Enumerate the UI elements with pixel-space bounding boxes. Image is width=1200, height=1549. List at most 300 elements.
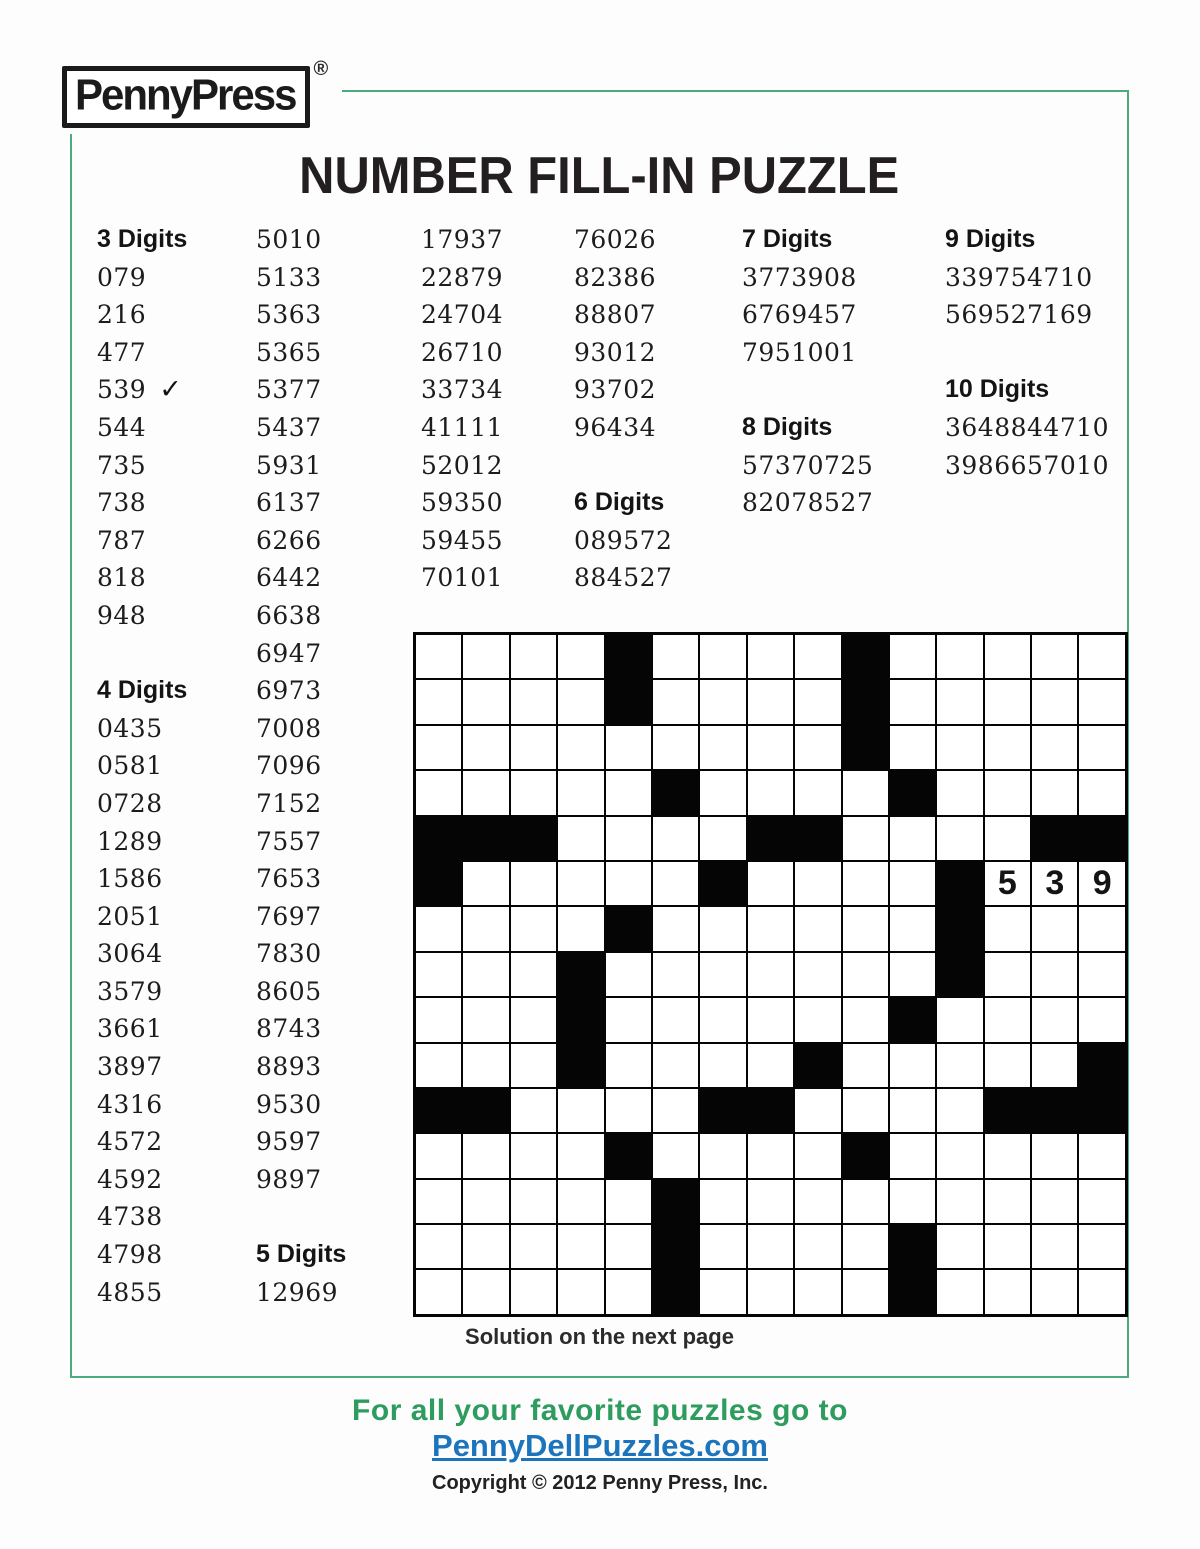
empty-cell[interactable] (511, 771, 556, 814)
empty-cell[interactable] (890, 680, 935, 723)
empty-cell[interactable] (511, 1270, 556, 1313)
empty-cell[interactable] (843, 1270, 888, 1313)
empty-cell[interactable] (890, 953, 935, 996)
empty-cell[interactable] (1032, 1225, 1077, 1268)
prefilled-cell[interactable]: 9 (1079, 862, 1124, 905)
word-entry: 5365 (256, 337, 322, 367)
empty-cell[interactable] (416, 1225, 461, 1268)
empty-cell[interactable] (700, 1134, 745, 1177)
empty-cell[interactable] (558, 726, 603, 769)
black-cell (1079, 1089, 1124, 1132)
word-entry: 33734 (421, 375, 504, 405)
registered-trademark-mark: ® (313, 58, 329, 80)
word-entry: 96434 (574, 412, 657, 442)
word-list-spacer (945, 335, 1109, 373)
word-entry: 9897 (256, 1164, 322, 1194)
word-entry: 544 (97, 412, 147, 442)
prefilled-cell[interactable]: 3 (1032, 862, 1077, 905)
logo-box (62, 66, 310, 128)
empty-cell[interactable] (463, 1225, 508, 1268)
empty-cell[interactable] (463, 680, 508, 723)
empty-cell[interactable] (653, 817, 698, 860)
empty-cell[interactable] (1032, 1044, 1077, 1087)
word-list-column-3 (421, 222, 503, 598)
empty-cell[interactable] (606, 953, 651, 996)
empty-cell[interactable] (416, 680, 461, 723)
empty-cell[interactable] (843, 1180, 888, 1223)
black-cell (606, 907, 651, 950)
word-entry: 4738 (97, 1202, 163, 1232)
empty-cell[interactable] (700, 907, 745, 950)
empty-cell[interactable] (843, 817, 888, 860)
black-cell (606, 1134, 651, 1177)
empty-cell[interactable] (890, 726, 935, 769)
empty-cell[interactable] (653, 1044, 698, 1087)
word-entry: 6137 (256, 488, 322, 518)
word-list-spacer (97, 636, 187, 674)
empty-cell[interactable] (937, 817, 982, 860)
empty-cell[interactable] (653, 998, 698, 1041)
empty-cell[interactable] (1079, 1180, 1124, 1223)
empty-cell[interactable] (1032, 1134, 1077, 1177)
empty-cell[interactable] (748, 862, 793, 905)
black-cell (1032, 1089, 1077, 1132)
empty-cell[interactable] (937, 1134, 982, 1177)
empty-cell[interactable] (606, 1044, 651, 1087)
empty-cell[interactable] (700, 1270, 745, 1313)
word-entry: 7557 (256, 826, 322, 856)
word-entry: 6638 (256, 600, 322, 630)
empty-cell[interactable] (1032, 1270, 1077, 1313)
black-cell (795, 1044, 840, 1087)
word-list-column-6 (945, 222, 1109, 485)
empty-cell[interactable] (890, 817, 935, 860)
empty-cell[interactable] (700, 635, 745, 678)
black-cell (843, 726, 888, 769)
empty-cell[interactable] (1032, 998, 1077, 1041)
empty-cell[interactable] (606, 998, 651, 1041)
empty-cell[interactable] (416, 953, 461, 996)
empty-cell[interactable] (795, 726, 840, 769)
black-cell (653, 1225, 698, 1268)
empty-cell[interactable] (843, 1225, 888, 1268)
empty-cell[interactable] (558, 907, 603, 950)
black-cell (1079, 817, 1124, 860)
empty-cell[interactable] (1032, 726, 1077, 769)
digit-group-header: 7 Digits (742, 225, 833, 253)
black-cell (748, 1089, 793, 1132)
digit-group-header: 6 Digits (574, 488, 665, 517)
empty-cell[interactable] (511, 1044, 556, 1087)
word-entry: 24704 (421, 300, 504, 330)
empty-cell[interactable] (511, 1225, 556, 1268)
empty-cell[interactable] (463, 635, 508, 678)
empty-cell[interactable] (1079, 635, 1124, 678)
word-entry: 57370725 (742, 450, 874, 480)
empty-cell[interactable] (1032, 771, 1077, 814)
empty-cell[interactable] (937, 1180, 982, 1223)
empty-cell[interactable] (511, 907, 556, 950)
empty-cell[interactable] (463, 953, 508, 996)
empty-cell[interactable] (416, 771, 461, 814)
empty-cell[interactable] (1079, 998, 1124, 1041)
empty-cell[interactable] (558, 1225, 603, 1268)
empty-cell[interactable] (937, 635, 982, 678)
empty-cell[interactable] (890, 1044, 935, 1087)
black-cell (890, 771, 935, 814)
empty-cell[interactable] (463, 771, 508, 814)
empty-cell[interactable] (558, 817, 603, 860)
empty-cell[interactable] (937, 1089, 982, 1132)
empty-cell[interactable] (985, 635, 1030, 678)
empty-cell[interactable] (748, 680, 793, 723)
word-entry: 2051 (97, 901, 163, 931)
black-cell (606, 635, 651, 678)
empty-cell[interactable] (700, 998, 745, 1041)
empty-cell[interactable] (463, 1270, 508, 1313)
black-cell (937, 907, 982, 950)
black-cell (558, 1044, 603, 1087)
word-entry: 6442 (256, 563, 322, 593)
word-entry: 82078527 (742, 488, 874, 518)
empty-cell[interactable] (890, 1134, 935, 1177)
empty-cell[interactable] (653, 862, 698, 905)
empty-cell[interactable] (606, 1089, 651, 1132)
empty-cell[interactable] (653, 907, 698, 950)
empty-cell[interactable] (748, 953, 793, 996)
word-entry: 3648844710 (945, 412, 1110, 442)
empty-cell[interactable] (463, 907, 508, 950)
empty-cell[interactable] (748, 635, 793, 678)
empty-cell[interactable] (795, 1089, 840, 1132)
empty-cell[interactable] (843, 1044, 888, 1087)
page-title-text: NUMBER FILL-IN PUZZLE (299, 147, 900, 205)
empty-cell[interactable] (937, 998, 982, 1041)
word-entry: 8743 (256, 1014, 322, 1044)
promo-text: For all your favorite puzzles go to (352, 1394, 848, 1427)
empty-cell[interactable] (700, 726, 745, 769)
black-cell (843, 635, 888, 678)
word-entry: 70101 (421, 563, 504, 593)
word-entry: 884527 (574, 563, 673, 593)
empty-cell[interactable] (843, 998, 888, 1041)
empty-cell[interactable] (937, 726, 982, 769)
empty-cell[interactable] (700, 680, 745, 723)
black-cell (795, 817, 840, 860)
empty-cell[interactable] (985, 953, 1030, 996)
word-entry: 3579 (97, 976, 163, 1006)
black-cell (700, 862, 745, 905)
empty-cell[interactable] (1079, 1270, 1124, 1313)
black-cell (700, 1089, 745, 1132)
empty-cell[interactable] (558, 862, 603, 905)
page-title (70, 146, 1129, 206)
empty-cell[interactable] (463, 998, 508, 1041)
empty-cell[interactable] (511, 1134, 556, 1177)
empty-cell[interactable] (653, 680, 698, 723)
empty-cell[interactable] (463, 862, 508, 905)
word-entry: 17937 (421, 225, 504, 254)
empty-cell[interactable] (748, 1180, 793, 1223)
empty-cell[interactable] (795, 1225, 840, 1268)
empty-cell[interactable] (843, 862, 888, 905)
empty-cell[interactable] (1079, 680, 1124, 723)
empty-cell[interactable] (558, 771, 603, 814)
empty-cell[interactable] (606, 1180, 651, 1223)
empty-cell[interactable] (700, 953, 745, 996)
word-entry: 82386 (574, 262, 657, 292)
empty-cell[interactable] (985, 1270, 1030, 1313)
word-entry: 5437 (256, 412, 322, 442)
empty-cell[interactable] (700, 1044, 745, 1087)
empty-cell[interactable] (511, 680, 556, 723)
empty-cell[interactable] (511, 726, 556, 769)
empty-cell[interactable] (606, 726, 651, 769)
word-entry: 1586 (97, 864, 163, 894)
word-entry: 1289 (97, 826, 163, 856)
black-cell (416, 1089, 461, 1132)
empty-cell[interactable] (795, 1270, 840, 1313)
digit-group-header: 8 Digits (742, 412, 833, 441)
word-entry: 52012 (421, 450, 504, 480)
empty-cell[interactable] (890, 862, 935, 905)
word-entry: 8893 (256, 1052, 322, 1082)
black-cell (843, 680, 888, 723)
check-mark-icon: ✓ (159, 374, 183, 406)
word-entry: 5377 (256, 375, 322, 405)
black-cell (1032, 817, 1077, 860)
digit-group-header: 10 Digits (945, 375, 1050, 404)
black-cell (937, 953, 982, 996)
empty-cell[interactable] (463, 1134, 508, 1177)
empty-cell[interactable] (795, 862, 840, 905)
empty-cell[interactable] (511, 998, 556, 1041)
empty-cell[interactable] (795, 907, 840, 950)
black-cell (558, 953, 603, 996)
word-list-spacer (256, 1199, 346, 1237)
empty-cell[interactable] (843, 771, 888, 814)
word-list-column-2 (256, 222, 346, 1312)
word-entry: 0581 (97, 751, 163, 781)
empty-cell[interactable] (511, 862, 556, 905)
copyright-text: Copyright © 2012 Penny Press, Inc. (432, 1472, 768, 1494)
empty-cell[interactable] (1032, 680, 1077, 723)
word-entry: 818 (97, 563, 147, 593)
logo-text: PennyPress (75, 70, 296, 119)
empty-cell[interactable] (416, 907, 461, 950)
empty-cell[interactable] (985, 907, 1030, 950)
empty-cell[interactable] (890, 635, 935, 678)
word-entry: 3897 (97, 1052, 163, 1082)
empty-cell[interactable] (558, 1089, 603, 1132)
empty-cell[interactable] (606, 771, 651, 814)
empty-cell[interactable] (890, 1089, 935, 1132)
empty-cell[interactable] (558, 680, 603, 723)
word-entry: 41111 (421, 412, 504, 442)
empty-cell[interactable] (653, 726, 698, 769)
empty-cell[interactable] (700, 817, 745, 860)
word-entry: 8605 (256, 976, 322, 1006)
digit-group-header: 5 Digits (256, 1240, 347, 1269)
empty-cell[interactable] (463, 726, 508, 769)
empty-cell[interactable] (985, 1180, 1030, 1223)
empty-cell[interactable] (511, 635, 556, 678)
word-entry: 539 ✓ (97, 374, 183, 406)
word-list-column-5 (742, 222, 873, 523)
word-entry: 7697 (256, 901, 322, 931)
empty-cell[interactable] (1032, 635, 1077, 678)
black-cell (843, 1134, 888, 1177)
empty-cell[interactable] (511, 953, 556, 996)
empty-cell[interactable] (843, 1089, 888, 1132)
black-cell (558, 998, 603, 1041)
word-entry: 4572 (97, 1127, 163, 1157)
empty-cell[interactable] (606, 862, 651, 905)
empty-cell[interactable] (748, 998, 793, 1041)
word-entry: 6769457 (742, 300, 857, 330)
empty-cell[interactable] (1032, 907, 1077, 950)
empty-cell[interactable] (1079, 953, 1124, 996)
empty-cell[interactable] (1079, 726, 1124, 769)
empty-cell[interactable] (558, 635, 603, 678)
empty-cell[interactable] (937, 1270, 982, 1313)
empty-cell[interactable] (985, 1044, 1030, 1087)
empty-cell[interactable] (416, 1270, 461, 1313)
empty-cell[interactable] (748, 1134, 793, 1177)
black-cell (606, 680, 651, 723)
pennydellpuzzles-link[interactable]: PennyDellPuzzles.com (432, 1428, 768, 1463)
word-entry: 787 (97, 525, 147, 555)
black-cell (890, 998, 935, 1041)
empty-cell[interactable] (463, 1044, 508, 1087)
empty-cell[interactable] (843, 953, 888, 996)
empty-cell[interactable] (416, 1044, 461, 1087)
word-entry: 59350 (421, 488, 504, 518)
empty-cell[interactable] (985, 680, 1030, 723)
word-entry: 5931 (256, 450, 322, 480)
word-entry: 26710 (421, 337, 504, 367)
empty-cell[interactable] (748, 1225, 793, 1268)
empty-cell[interactable] (416, 1180, 461, 1223)
empty-cell[interactable] (558, 1134, 603, 1177)
prefilled-cell[interactable]: 5 (985, 862, 1030, 905)
word-entry: 339754710 (945, 262, 1093, 292)
empty-cell[interactable] (653, 635, 698, 678)
empty-cell[interactable] (1079, 771, 1124, 814)
word-entry: 0435 (97, 713, 163, 743)
empty-cell[interactable] (985, 817, 1030, 860)
word-entry: 735 (97, 450, 147, 480)
word-list-column-1 (97, 222, 187, 1312)
empty-cell[interactable] (1079, 907, 1124, 950)
empty-cell[interactable] (795, 680, 840, 723)
word-entry: 7096 (256, 751, 322, 781)
word-entry: 93012 (574, 337, 657, 367)
empty-cell[interactable] (416, 998, 461, 1041)
empty-cell[interactable] (890, 1180, 935, 1223)
empty-cell[interactable] (606, 817, 651, 860)
empty-cell[interactable] (748, 907, 793, 950)
empty-cell[interactable] (985, 771, 1030, 814)
empty-cell[interactable] (558, 1270, 603, 1313)
digit-group-header: 9 Digits (945, 225, 1036, 253)
word-entry: 22879 (421, 262, 504, 292)
empty-cell[interactable] (463, 1180, 508, 1223)
black-cell (748, 817, 793, 860)
empty-cell[interactable] (1079, 1225, 1124, 1268)
word-entry: 7008 (256, 713, 322, 743)
word-entry: 079 (97, 262, 147, 292)
empty-cell[interactable] (937, 771, 982, 814)
empty-cell[interactable] (748, 726, 793, 769)
empty-cell[interactable] (985, 1134, 1030, 1177)
digit-group-header: 4 Digits (97, 676, 188, 705)
empty-cell[interactable] (843, 907, 888, 950)
empty-cell[interactable] (795, 1180, 840, 1223)
empty-cell[interactable] (700, 1225, 745, 1268)
empty-cell[interactable] (416, 726, 461, 769)
empty-cell[interactable] (1032, 1180, 1077, 1223)
empty-cell[interactable] (1032, 953, 1077, 996)
empty-cell[interactable] (985, 998, 1030, 1041)
empty-cell[interactable] (416, 1134, 461, 1177)
empty-cell[interactable] (700, 771, 745, 814)
empty-cell[interactable] (748, 1270, 793, 1313)
digit-group-header: 3 Digits (97, 225, 188, 253)
empty-cell[interactable] (890, 907, 935, 950)
word-entry: 9530 (256, 1089, 322, 1119)
black-cell (1079, 1044, 1124, 1087)
empty-cell[interactable] (795, 1134, 840, 1177)
empty-cell[interactable] (937, 680, 982, 723)
empty-cell[interactable] (795, 998, 840, 1041)
word-list-spacer (742, 372, 873, 410)
empty-cell[interactable] (511, 1180, 556, 1223)
word-entry: 4798 (97, 1240, 163, 1270)
black-cell (511, 817, 556, 860)
empty-cell[interactable] (606, 1270, 651, 1313)
empty-cell[interactable] (795, 635, 840, 678)
word-entry: 7951001 (742, 337, 857, 367)
empty-cell[interactable] (416, 635, 461, 678)
black-cell (416, 862, 461, 905)
empty-cell[interactable] (937, 1225, 982, 1268)
word-entry: 6973 (256, 676, 322, 706)
empty-cell[interactable] (795, 771, 840, 814)
empty-cell[interactable] (511, 1089, 556, 1132)
word-entry: 738 (97, 488, 147, 518)
empty-cell[interactable] (1079, 1134, 1124, 1177)
word-entry: 477 (97, 337, 147, 367)
empty-cell[interactable] (653, 1089, 698, 1132)
empty-cell[interactable] (606, 1225, 651, 1268)
word-entry: 6266 (256, 525, 322, 555)
solution-note: Solution on the next page (465, 1324, 734, 1349)
empty-cell[interactable] (937, 1044, 982, 1087)
pennypress-logo (58, 58, 342, 134)
empty-cell[interactable] (748, 1044, 793, 1087)
empty-cell[interactable] (653, 1134, 698, 1177)
empty-cell[interactable] (748, 771, 793, 814)
empty-cell[interactable] (985, 726, 1030, 769)
empty-cell[interactable] (700, 1180, 745, 1223)
empty-cell[interactable] (653, 953, 698, 996)
empty-cell[interactable] (985, 1225, 1030, 1268)
word-entry: 4316 (97, 1089, 163, 1119)
empty-cell[interactable] (558, 1180, 603, 1223)
empty-cell[interactable] (795, 953, 840, 996)
word-entry: 948 (97, 600, 147, 630)
